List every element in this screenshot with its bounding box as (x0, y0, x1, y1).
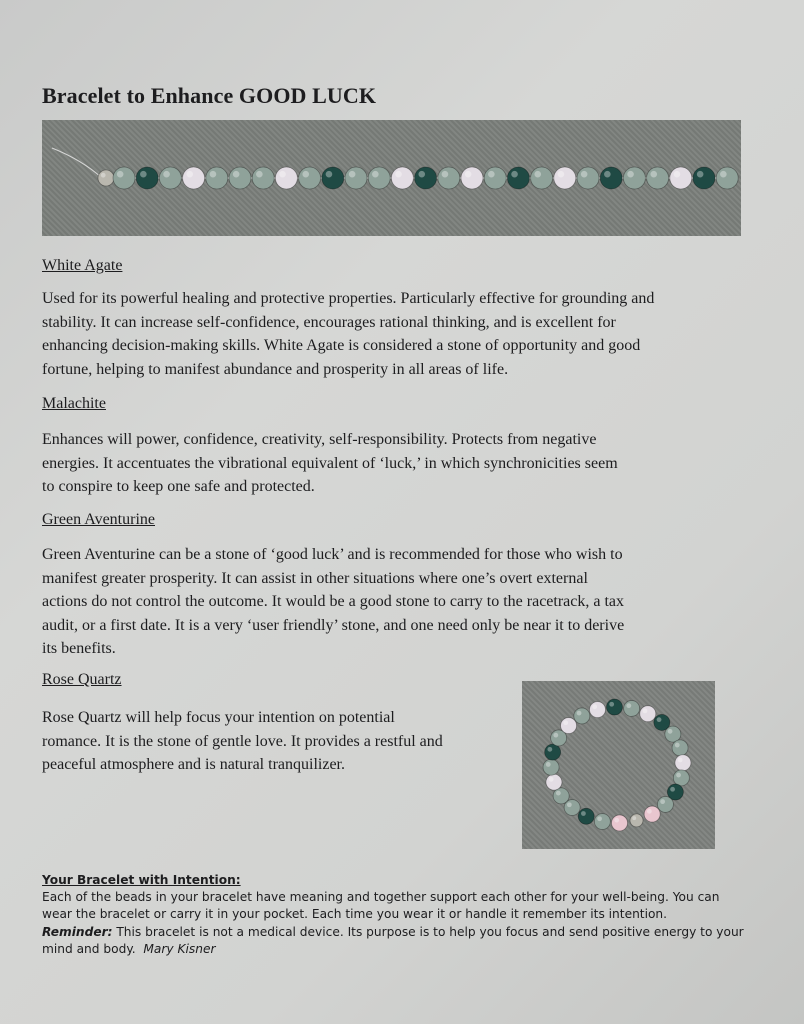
bead-highlight (660, 799, 665, 804)
bead-highlight (614, 818, 619, 823)
bracelet-strip-photo (42, 120, 741, 236)
document-title: Bracelet to Enhance GOOD LUCK (42, 83, 377, 108)
agate-bead (391, 167, 413, 189)
section-body-malachite (42, 428, 618, 499)
footer-closing-text: mind and body. (42, 941, 136, 956)
bead-highlight (675, 743, 680, 748)
aventurine-bead (206, 167, 228, 189)
aventurine-bead (368, 167, 390, 189)
agate-bead (561, 718, 577, 734)
bead-highlight (720, 171, 727, 178)
bead-highlight (597, 816, 602, 821)
clasp-bead (98, 170, 114, 186)
malachite-bead (545, 744, 561, 760)
bead-highlight (442, 171, 449, 178)
bead-highlight (256, 171, 263, 178)
section-body-rose-quartz (42, 706, 443, 777)
bead-highlight (609, 702, 614, 707)
bead-highlight (674, 171, 681, 178)
section-body-green-aventurine (42, 543, 624, 661)
bead-highlight (547, 747, 552, 752)
malachite-bead (606, 699, 622, 715)
aventurine-bead (574, 708, 590, 724)
bead-highlight (567, 802, 572, 807)
bead-highlight (577, 711, 582, 716)
bead-highlight (326, 171, 333, 178)
agate-bead (275, 167, 297, 189)
bead-highlight (140, 171, 147, 178)
aventurine-bead (673, 770, 689, 786)
agate-bead (183, 167, 205, 189)
bead-highlight (372, 171, 379, 178)
bracelet-circle-illustration (522, 681, 715, 849)
body-line: Rose Quartz will help focus your intention on potential (42, 709, 395, 726)
agate-bead (675, 755, 691, 771)
bead-highlight (117, 171, 124, 178)
body-line: Enhances will power, confidence, creativity, self-responsibility. Protects from negative (42, 431, 597, 448)
malachite-bead (136, 167, 158, 189)
bead-highlight (395, 171, 402, 178)
section-heading-rose-quartz: Rose Quartz (42, 671, 122, 688)
footer-line (42, 941, 762, 958)
malachite-bead (507, 167, 529, 189)
aventurine-bead (531, 167, 553, 189)
malachite-bead (578, 808, 594, 824)
agate-bead (546, 774, 562, 790)
aventurine-bead (624, 700, 640, 716)
bead-highlight (465, 171, 472, 178)
bead-highlight (163, 171, 170, 178)
aventurine-bead (647, 167, 669, 189)
aventurine-bead (716, 167, 738, 189)
bead-highlight (632, 816, 636, 820)
body-line: stability. It can increase self-confidence, encourages rational thinking, and is excellent for (42, 313, 616, 331)
clasp-bead (630, 814, 643, 827)
bead-highlight (210, 171, 217, 178)
agate-bead (640, 706, 656, 722)
aventurine-bead (577, 167, 599, 189)
rose-quartz-bead (612, 815, 628, 831)
body-line: peaceful atmosphere and is natural tranquilizer. (42, 756, 345, 773)
body-line: fortune, helping to manifest abundance and prosperity in all areas of life. (42, 360, 509, 378)
footer-heading: Your Bracelet with Intention: (42, 873, 241, 887)
body-line: Green Aventurine can be a stone of ‘good luck’ and is recommended for those who wish to (42, 546, 623, 563)
bead-highlight (546, 762, 551, 767)
footer-reminder-line (42, 924, 762, 941)
agate-bead (589, 702, 605, 718)
bead-highlight (233, 171, 240, 178)
bead-highlight (678, 758, 683, 763)
bead-highlight (101, 173, 106, 178)
bead-highlight (563, 720, 568, 725)
aventurine-bead (594, 814, 610, 830)
aventurine-bead (623, 167, 645, 189)
bead-highlight (488, 171, 495, 178)
bead-highlight (302, 171, 309, 178)
reminder-label: Reminder: (42, 924, 113, 939)
bead-highlight (581, 171, 588, 178)
aventurine-bead (543, 759, 559, 775)
body-line: to conspire to keep one safe and protected. (42, 478, 315, 495)
bead-highlight (626, 703, 631, 708)
footer-line: wear the bracelet or carry it in your pocket. Each time you wear it or handle it remember its intention. (42, 907, 668, 922)
bead-highlight (534, 171, 541, 178)
body-line: energies. It accentuates the vibrational equivalent of ‘luck,’ in which synchronicities seem (42, 454, 618, 472)
body-line: Used for its powerful healing and protective properties. Particularly effective for grounding and (42, 290, 655, 307)
aventurine-bead (113, 167, 135, 189)
bead-highlight (676, 773, 681, 778)
section-body-white-agate (42, 287, 654, 381)
malachite-bead (600, 167, 622, 189)
bead-highlight (553, 733, 558, 738)
aventurine-bead (345, 167, 367, 189)
body-line: audit, or a first date. It is a very ‘user friendly’ stone, and one need only be near it to derive (42, 616, 625, 634)
section-heading-malachite: Malachite (42, 395, 106, 412)
bead-highlight (186, 171, 193, 178)
bead-highlight (697, 171, 704, 178)
bead-highlight (650, 171, 657, 178)
reminder-text: This bracelet is not a medical device. Its purpose is to help you focus and send positive energy to your (112, 924, 744, 939)
bead-highlight (592, 704, 597, 709)
aventurine-bead (657, 796, 673, 812)
bead-highlight (647, 809, 652, 814)
bead-highlight (511, 171, 518, 178)
bead-highlight (279, 171, 286, 178)
section-heading-white-agate: White Agate (42, 257, 123, 274)
malachite-bead (693, 167, 715, 189)
aventurine-bead (229, 167, 251, 189)
bracelet-strip-illustration (42, 120, 741, 236)
aventurine-bead (252, 167, 274, 189)
aventurine-bead (484, 167, 506, 189)
intention-footer (42, 872, 762, 958)
aventurine-bead (438, 167, 460, 189)
body-line: manifest greater prosperity. It can assist in other situations where one’s overt external (42, 569, 588, 587)
author-signature: Mary Kisner (143, 941, 216, 956)
footer-line: Each of the beads in your bracelet have meaning and together support each other for your well-being. You can (42, 890, 720, 905)
bead-highlight (581, 811, 586, 816)
bead-highlight (657, 717, 662, 722)
bracelet-circle-photo (522, 681, 715, 849)
bead-highlight (604, 171, 611, 178)
aventurine-bead (299, 167, 321, 189)
bead-highlight (558, 171, 565, 178)
rose-quartz-bead (644, 806, 660, 822)
agate-bead (670, 167, 692, 189)
bead-highlight (643, 708, 648, 713)
section-heading-green-aventurine: Green Aventurine (42, 511, 155, 528)
agate-bead (554, 167, 576, 189)
malachite-bead (322, 167, 344, 189)
aventurine-bead (159, 167, 181, 189)
bead-highlight (670, 787, 675, 792)
body-line: its benefits. (42, 640, 116, 657)
bead-highlight (418, 171, 425, 178)
agate-bead (461, 167, 483, 189)
malachite-bead (415, 167, 437, 189)
bead-highlight (668, 729, 673, 734)
body-line: romance. It is the stone of gentle love. It provides a restful and (42, 732, 443, 750)
body-line: actions do not control the outcome. It would be a good stone to carry to the racetrack, a tax (42, 593, 625, 610)
bead-highlight (627, 171, 634, 178)
bead-highlight (556, 791, 561, 796)
body-line: enhancing decision-making skills. White Agate is considered a stone of opportunity and good (42, 337, 641, 354)
aventurine-bead (672, 740, 688, 756)
bead-highlight (349, 171, 356, 178)
bead-highlight (549, 777, 554, 782)
